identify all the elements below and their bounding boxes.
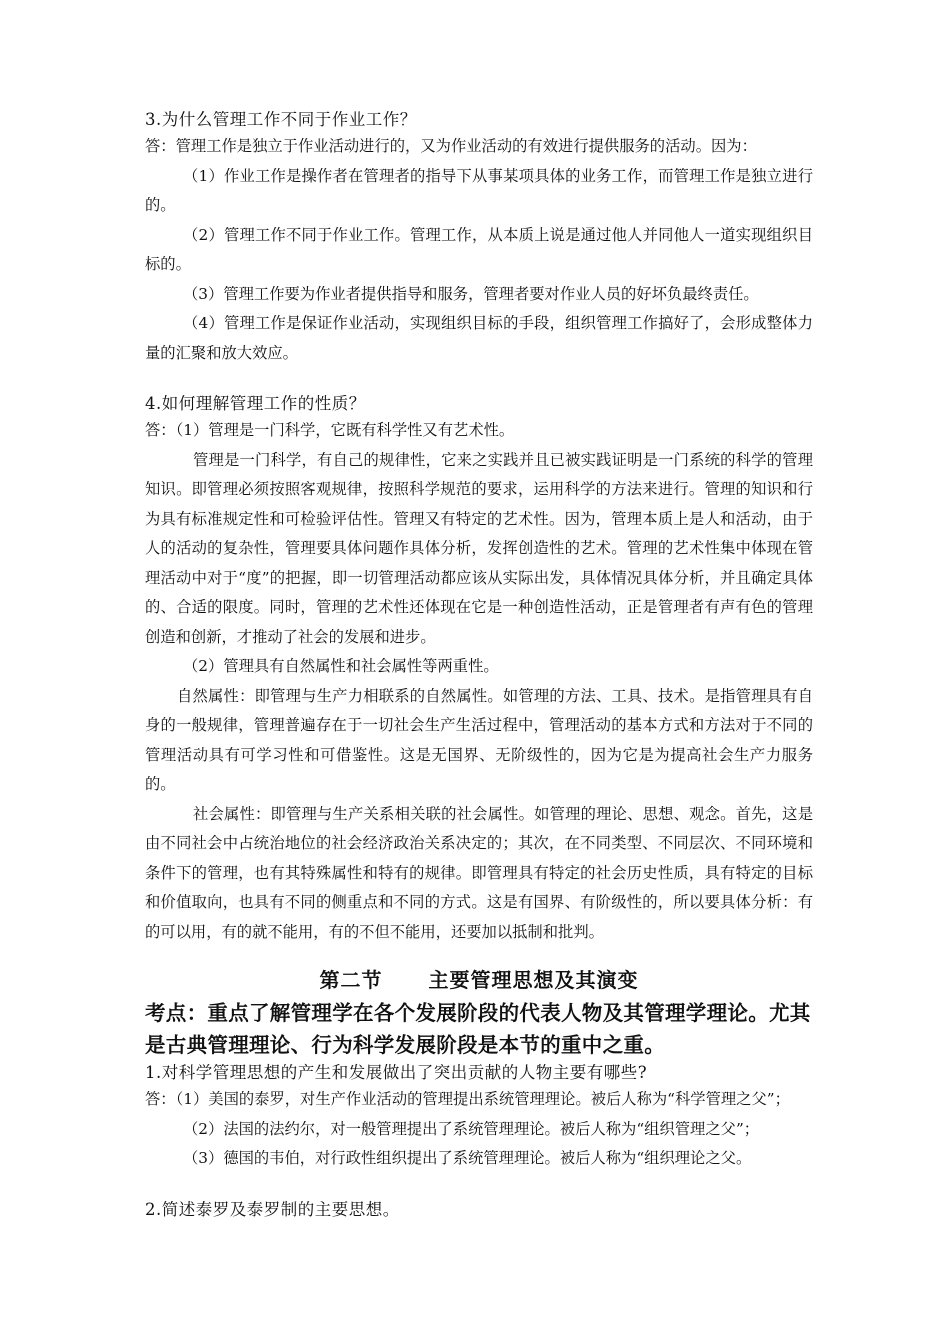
question-3-item-1: （1）作业工作是操作者在管理者的指导下从事某项具体的业务工作，而管理工作是独立进行的。 bbox=[145, 166, 813, 214]
spacer bbox=[145, 368, 813, 392]
question-4-natural-attribute: 自然属性：即管理与生产力相联系的自然属性。如管理的方法、工具、技术。是指管理具有自身的一般规律，管理普遍存在于一切社会生产生活过程中，管理活动的基本方式和方法对于不同的管理活动具有可学习性和可借鉴性。这是无国界、无阶级性的，因为它是为提高社会生产力服务的。 bbox=[145, 686, 813, 793]
question-3-answer-intro: 答：管理工作是独立于作业活动进行的，又为作业活动的有效进行提供服务的活动。因为： bbox=[145, 137, 757, 155]
question-3-item-4: （4）管理工作是保证作业活动，实现组织目标的手段，组织管理工作搞好了，会形成整体力量的汇聚和放大效应。 bbox=[145, 314, 813, 362]
question-3-item-2: （2）管理工作不同于作业工作。管理工作，从本质上说是通过他人并同他人一道实现组织目标的。 bbox=[145, 225, 813, 273]
question-4-social-attribute: 社会属性：即管理与生产关系相关联的社会属性。如管理的理论、思想、观念。首先，这是由不同社会中占统治地位的社会经济政治关系决定的；其次，在不同类型、不同层次、不同环境和条件下的管理，也有其特殊属性和特有的规律。即管理具有特定的社会历史性质，具有特定的目标和价值取向，也具有不同的侧重点和不同的方式。这是有国界、有阶级性的，所以要具体分析：有的可以用，有的就不能用，有的不但不能用，还要加以抵制和批判。 bbox=[145, 804, 813, 941]
question-3-item-3: （3）管理工作要为作业者提供指导和服务，管理者要对作业人员的好坏负最终责任。 bbox=[183, 284, 759, 303]
question-4-answer-2: （2）管理具有自然属性和社会属性等两重性。 bbox=[183, 657, 499, 675]
s1-answer-2: （2）法国的法约尔，对一般管理提出了系统管理理论。被后人称为“组织管理之父”； bbox=[183, 1119, 760, 1138]
s1-answer-3: （3）德国的韦伯，对行政性组织提出了系统管理理论。被后人称为“组织理论之父。 bbox=[183, 1149, 752, 1167]
question-3-title: 3.为什么管理工作不同于作业工作？ bbox=[145, 110, 417, 129]
question-4-title: 4.如何理解管理工作的性质？ bbox=[145, 394, 366, 413]
question-4-answer-1: 答：（1）管理是一门科学，它既有科学性又有艺术性。 bbox=[145, 421, 515, 439]
spacer bbox=[145, 1174, 813, 1198]
spacer bbox=[145, 947, 813, 961]
section-heading bbox=[145, 965, 813, 995]
s1-answer-1: 答：（1）美国的泰罗，对生产作业活动的管理提出系统管理理论。被后人称为“科学管理之父”； bbox=[145, 1090, 790, 1108]
question-4-answer-1-body: 管理是一门科学，有自己的规律性，它来之实践并且已被实践证明是一门系统的科学的管理知识。即管理必须按照客观规律，按照科学规范的要求，运用科学的方法来进行。管理的知识和行为具有标准规定性和可检验评估性。管理又有特定的艺术性。因为，管理本质上是人和活动，由于人的活动的复杂性，管理要具体问题作具体分析，发挥创造性的艺术。管理的艺术性集中体现在管理活动中对于“度”的把握，即一切管理活动都应该从实际出发，具体情况具体分析，并且确定具体的、合适的限度。同时，管理的艺术性还体现在它是一种创造性活动，正是管理者有声有色的管理创造和创新，才推动了社会的发展和进步。 bbox=[145, 450, 813, 646]
document-page bbox=[145, 108, 813, 1222]
exam-key-point: 考点：重点了解管理学在各个发展阶段的代表人物及其管理学理论。尤其是古典管理理论、行为科学发展阶段是本节的重中之重。 bbox=[145, 1001, 811, 1057]
section-number: 第二节 bbox=[319, 968, 383, 992]
s1-question-title: 1.对科学管理思想的产生和发展做出了突出贡献的人物主要有哪些? bbox=[145, 1063, 648, 1082]
section-name: 主要管理思想及其演变 bbox=[428, 968, 639, 992]
s2-question-title: 2.简述泰罗及泰罗制的主要思想。 bbox=[145, 1199, 400, 1219]
